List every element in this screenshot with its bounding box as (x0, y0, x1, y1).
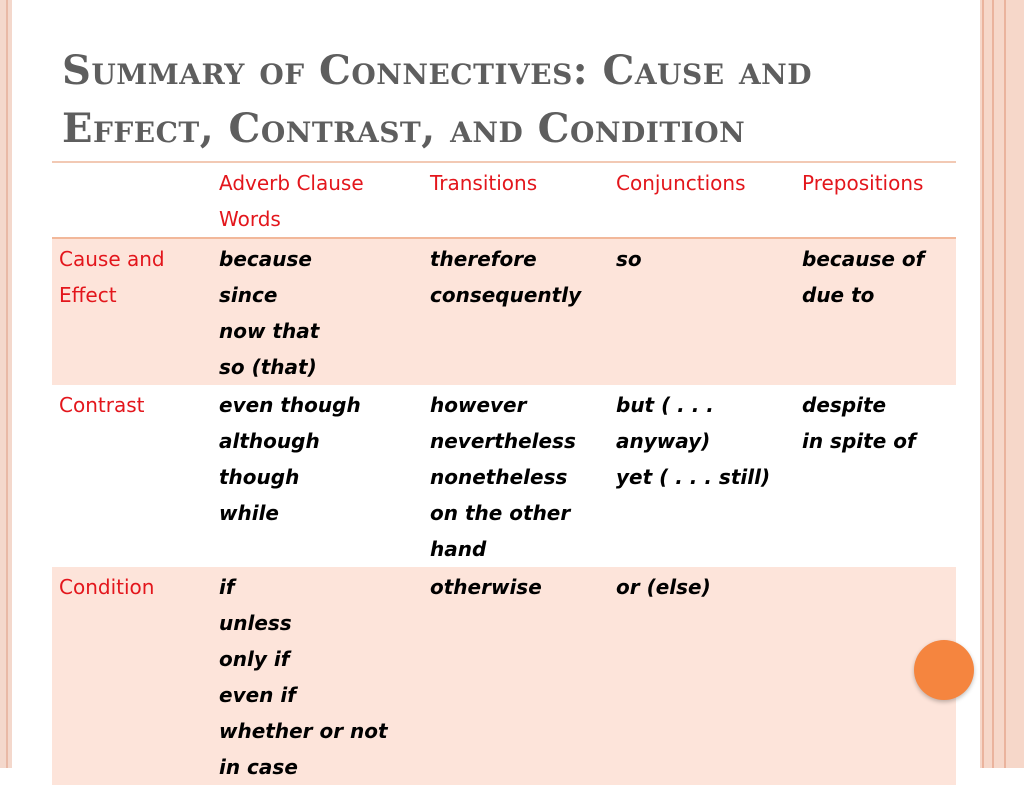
row-label: Contrast (59, 393, 145, 417)
table-row-cause-and-effect (52, 238, 956, 385)
row-label: Condition (59, 575, 155, 599)
table-header-row (52, 163, 956, 238)
list-item: nevertheless (430, 429, 576, 453)
cell-prepositions (795, 238, 956, 385)
list-item: only if (219, 647, 290, 671)
list-item: so (that) (219, 355, 317, 379)
cell-adverb-clause-words (212, 238, 423, 385)
list-item: since (219, 283, 278, 307)
header-adverb-clause-words: Adverb Clause Words (219, 171, 364, 231)
cell-prepositions (795, 385, 956, 567)
table-row-condition (52, 567, 956, 785)
orange-circle-decoration (914, 640, 974, 700)
cell-conjunctions (609, 385, 795, 567)
list-item: otherwise (430, 575, 542, 599)
slide-title (62, 42, 942, 158)
header-prepositions: Prepositions (802, 171, 924, 195)
list-item: due to (802, 283, 875, 307)
list-item: yet ( . . . still) (616, 465, 771, 489)
list-item: if (219, 575, 235, 599)
right-band-line (982, 0, 984, 768)
header-transitions: Transitions (430, 171, 538, 195)
list-item: unless (219, 611, 292, 635)
list-item: while (219, 501, 279, 525)
table-row-contrast (52, 385, 956, 567)
cell-transitions (423, 238, 609, 385)
list-item: although (219, 429, 320, 453)
cell-transitions (423, 567, 609, 785)
left-stripe-line (6, 0, 8, 768)
list-item: even though (219, 393, 361, 417)
list-item: whether or not (219, 719, 388, 743)
list-item: in case (219, 755, 298, 779)
list-item: but ( . . . anyway) (616, 393, 714, 453)
connectives-table (52, 163, 956, 785)
cell-transitions (423, 385, 609, 567)
cell-conjunctions (609, 567, 795, 785)
list-item: consequently (430, 283, 582, 307)
slide-title-line-2: Effect, Contrast, and Condition (62, 105, 746, 152)
slide-title-line-1: Summary of Connectives: Cause and (62, 47, 813, 94)
list-item: on the other hand (430, 501, 571, 561)
right-decorative-band (980, 0, 1024, 768)
list-item: therefore (430, 247, 537, 271)
right-band-line (1004, 0, 1006, 768)
cell-conjunctions (609, 238, 795, 385)
list-item: or (else) (616, 575, 711, 599)
list-item: however (430, 393, 527, 417)
header-empty-cell (52, 163, 212, 238)
right-band-line (992, 0, 994, 768)
list-item: so (616, 247, 642, 271)
list-item: nonetheless (430, 465, 568, 489)
list-item: though (219, 465, 300, 489)
list-item: because (219, 247, 312, 271)
header-conjunctions: Conjunctions (616, 171, 746, 195)
cell-adverb-clause-words (212, 567, 423, 785)
list-item: now that (219, 319, 320, 343)
list-item: in spite of (802, 429, 916, 453)
row-label: Cause and Effect (59, 247, 165, 307)
list-item: because of (802, 247, 925, 271)
cell-adverb-clause-words (212, 385, 423, 567)
list-item: even if (219, 683, 296, 707)
list-item: despite (802, 393, 887, 417)
